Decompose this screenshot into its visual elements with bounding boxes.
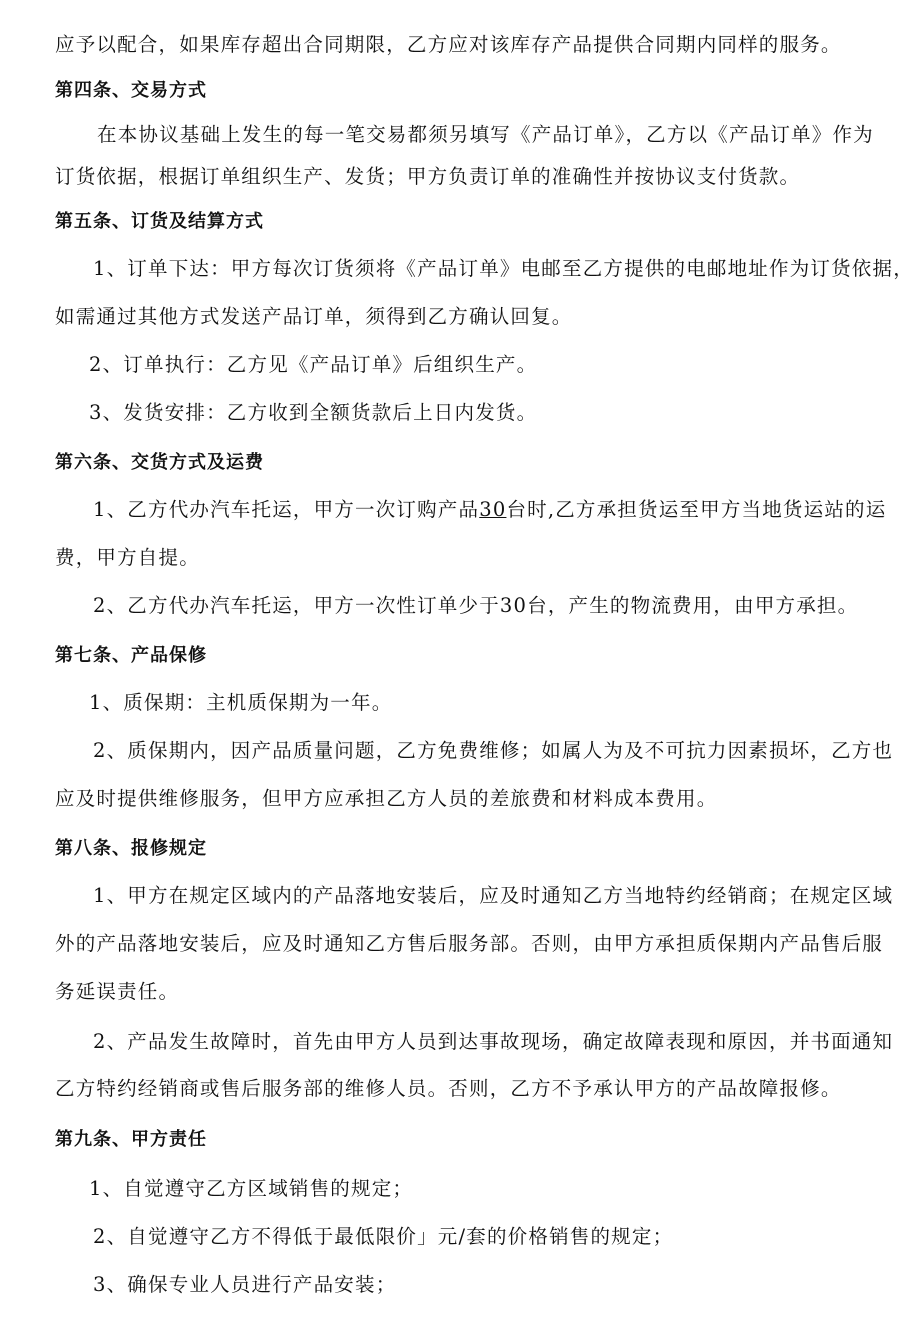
paragraph-line: 费，甲方自提。 [55, 546, 200, 569]
paragraph-line: 应及时提供维修服务，但甲方应承担乙方人员的差旅费和材料成本费用。 [55, 787, 718, 810]
paragraph-line: 2、乙方代办汽车托运，甲方一次性订单少于30台，产生的物流费用，由甲方承担。 [93, 594, 859, 617]
paragraph-line: 外的产品落地安装后，应及时通知乙方售后服务部。否则，由甲方承担质保期内产品售后服 [55, 932, 884, 955]
paragraph-line: 1、自觉遵守乙方区域销售的规定； [89, 1177, 414, 1200]
paragraph-line: 如需通过其他方式发送产品订单，须得到乙方确认回复。 [55, 305, 573, 328]
paragraph-line: 乙方特约经销商或售后服务部的维修人员。否则，乙方不予承认甲方的产品故障报修。 [55, 1077, 842, 1100]
paragraph-line: 2、产品发生故障时，首先由甲方人员到达事故现场，确定故障表现和原因，并书面通知 [93, 1030, 894, 1053]
paragraph-line: 应予以配合，如果库存超出合同期限，乙方应对该库存产品提供合同期内同样的服务。 [55, 33, 842, 56]
paragraph-line: 1、质保期：主机质保期为一年。 [89, 691, 393, 714]
paragraph-line: 订货依据，根据订单组织生产、发货；甲方负责订单的准确性并按协议支付货款。 [55, 165, 801, 188]
paragraph-line: 1、订单下达：甲方每次订货须将《产品订单》电邮至乙方提供的电邮地址作为订货依据， [93, 257, 914, 280]
paragraph-line: 1、甲方在规定区域内的产品落地安装后，应及时通知乙方当地特约经销商；在规定区域 [93, 884, 894, 907]
paragraph-line: 3、确保专业人员进行产品安装； [93, 1273, 397, 1296]
text-segment: 1、乙方代办汽车托运，甲方一次订购产品 [93, 498, 480, 521]
section-heading-5: 第五条、订货及结算方式 [55, 211, 264, 232]
text-segment: 台时,乙方承担货运至甲方当地货运站的运 [506, 498, 887, 521]
paragraph-line: 2、自觉遵守乙方不得低于最低限价」元/套的价格销售的规定； [93, 1225, 674, 1248]
section-heading-7: 第七条、产品保修 [55, 645, 207, 666]
paragraph-line: 2、订单执行：乙方见《产品订单》后组织生产。 [89, 353, 538, 376]
section-heading-8: 第八条、报修规定 [55, 838, 207, 859]
underlined-quantity: 30 [479, 498, 507, 521]
paragraph-line: 在本协议基础上发生的每一笔交易都须另填写《产品订单》，乙方以《产品订单》作为 [97, 123, 874, 146]
section-heading-6: 第六条、交货方式及运费 [55, 452, 264, 473]
section-heading-9: 第九条、甲方责任 [55, 1129, 207, 1150]
paragraph-line: 3、发货安排：乙方收到全额货款后上日内发货。 [89, 401, 538, 424]
paragraph-line: 2、质保期内，因产品质量问题，乙方免费维修；如属人为及不可抗力因素损坏，乙方也 [93, 739, 894, 762]
section-heading-4: 第四条、交易方式 [55, 80, 207, 101]
paragraph-line [93, 498, 887, 522]
paragraph-line: 务延误责任。 [55, 980, 180, 1003]
